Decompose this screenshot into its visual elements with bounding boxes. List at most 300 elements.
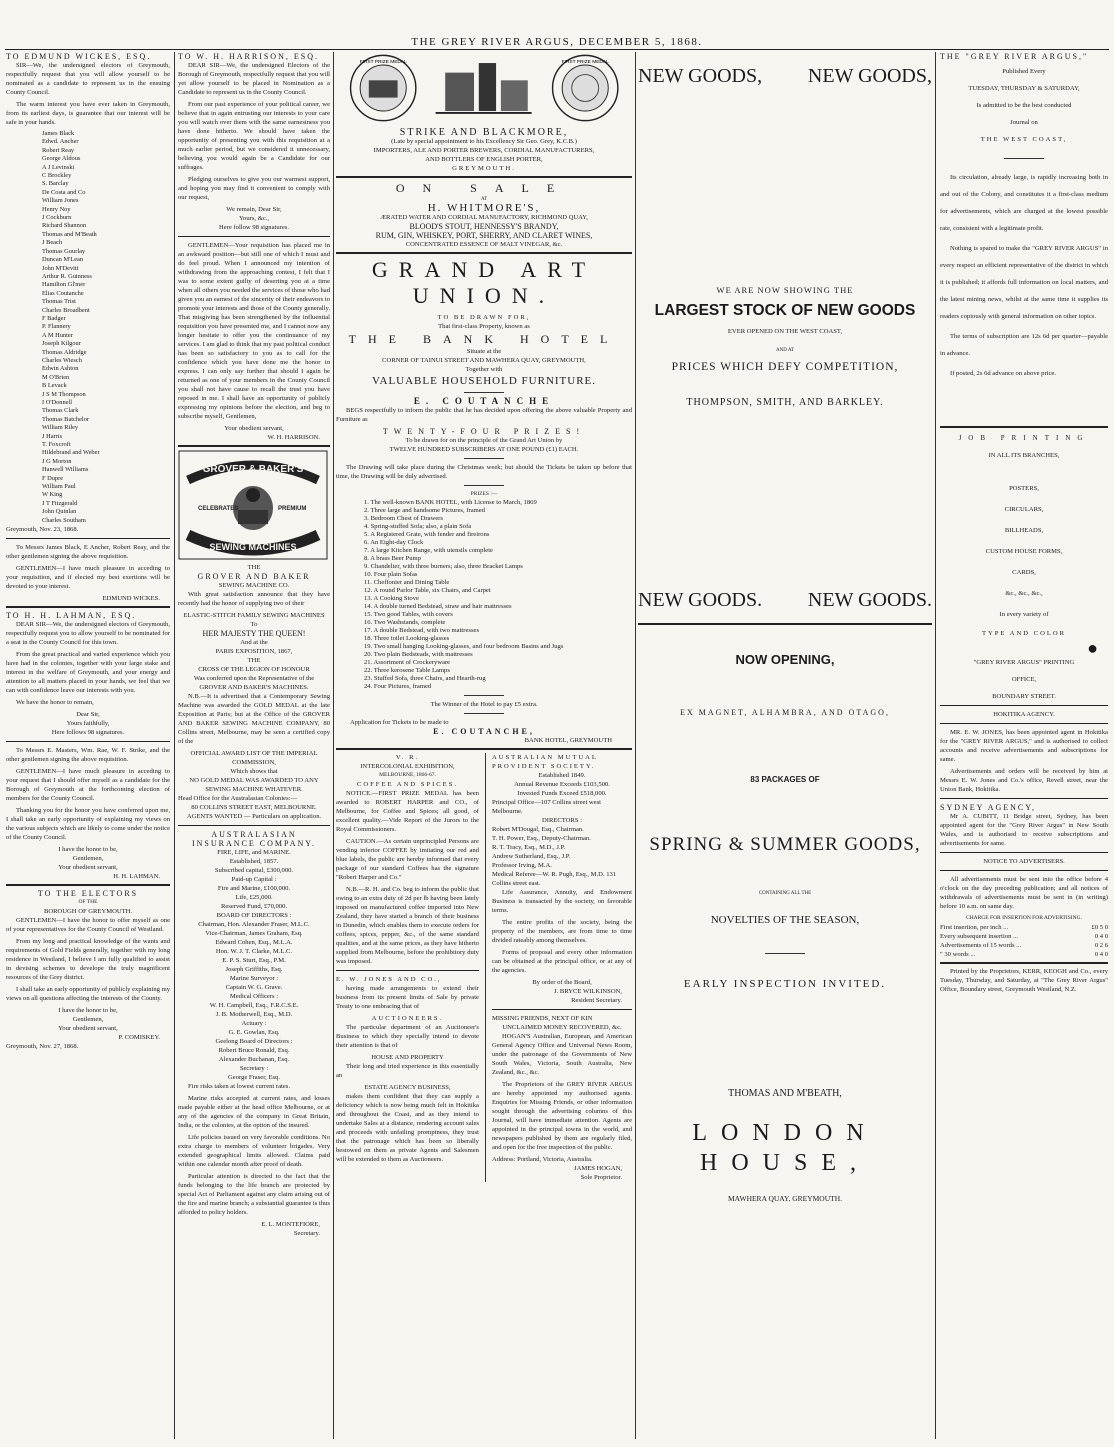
signature-name: Thomas Gourlay	[42, 247, 86, 255]
lahman-close: Dear Sir,	[76, 711, 100, 719]
wickes-date: Greymouth, Nov. 23, 1868.	[6, 526, 79, 534]
amp-line: Invested Funds Exceed £518,000.	[517, 790, 607, 797]
electors-sub: OF THE	[78, 899, 98, 906]
lahman-reply: Thanking you for the honor you have conferred upon me, I shall take an early opportunity of explaining my views on the various subjects which are likely to come under the notice of the County Council.	[6, 807, 170, 842]
aic-paragraph: Fire risks taken at lowest current rates.	[188, 1083, 290, 1090]
notice-paragraph: All advertisements must be sent into the office before 4 o'clock on the day preceding publication; and all notices of withdrawals of advertisements must be sent in (in writing) before 10 a.m. on same day.	[940, 876, 1108, 910]
column-4	[638, 52, 932, 1443]
missing-signature: JAMES HOGAN,	[574, 1165, 622, 1172]
rate-row	[940, 923, 1108, 932]
gau-winner: The Winner of the Hotel to pay £5 extra.	[430, 701, 538, 708]
amp-paragraph: Life Assurance, Annuity, and Endowment Business is transacted by the society, on favorable terms.	[491, 889, 632, 914]
lahman-close: Yours faithfully,	[66, 720, 110, 728]
electors-paragraph: From my long and practical knowledge of the wants and requirements of Gold Fields generally, together with my long residence in Westland, I believe I am fully qualified to assist in devising schemes to develope the truly magnificent resources of the Grey district.	[6, 938, 170, 982]
medal-text: FIRST PRIZE MEDAL	[359, 60, 407, 66]
prize-item: 11. Cheffonier and Dining Table	[364, 579, 450, 586]
lahman-heading: TO H. H. LAHMAN, ESQ.	[6, 611, 137, 621]
ever-opened: EVER OPENED ON THE WEST COAST,	[727, 328, 843, 335]
harper-paragraph: N.B.—R. H. and Co. beg to inform the public that owing to an extra duty of 2d per lb having been lately imposed on manufactured coffee imported into New Zealand, they have started a branch of their business in Dunedin, which enables them to execute orders for coffees, spices, pepper, &c., of the same standard qualities, and at the same prices, as they have hitherto supplied from Melbourne, before the prohibitory duty was imposed.	[336, 886, 479, 965]
amp-line: Principal Office—107 Collins street west Melbourne.	[491, 799, 602, 815]
and-at: AND AT	[776, 348, 794, 353]
aic-line: Chairman, Hon. Alexander Fraser, M.L.C.	[198, 921, 310, 928]
gb-the: THE	[247, 564, 261, 571]
prize-item: 10. Four plain Sofas	[364, 571, 418, 578]
hokitika-heading: HOKITIKA AGENCY.	[993, 711, 1055, 718]
missing-signature-title: Sole Proprietor.	[580, 1174, 622, 1181]
argus-coast: THE WEST COAST,	[980, 136, 1068, 143]
lahman-reply-to: To Messrs E. Masters, Wm. Rae, W. F. Strike, and the other gentlemen signing the above requisition.	[6, 747, 170, 764]
signature-name: De Costa and Co	[42, 188, 86, 196]
rate-label: Advertisements of 15 words ...	[940, 942, 1022, 949]
signature-name: Hildebrand and Weber	[42, 449, 100, 457]
new-goods-right: NEW GOODS.	[807, 589, 932, 611]
gau-signature: E. COUTANCHE,	[433, 727, 535, 736]
aic-line: W. H. Campbell, Esq., F.R.C.S.E.	[209, 1002, 299, 1009]
job-type: TYPE AND COLOR	[981, 630, 1067, 637]
gau-paragraph: To be drawn for on the principle of the Grand Art Union by	[405, 437, 563, 444]
missing-paragraph: HOGAN'S Australian, European, and American General Agency Office and Universal News Room, under the patronage of the Governments of New South Wales, Victoria, South Australia, New Zealand, &c., &c.	[491, 1033, 632, 1076]
aic-line: Robert Bruce Ronald, Esq.	[218, 1047, 290, 1054]
rate-row	[940, 941, 1108, 950]
jones-auctioneers: AUCTIONEERS.	[371, 1015, 444, 1022]
signature-name: John Quinlan	[42, 508, 77, 516]
new-goods-right: NEW GOODS,	[807, 65, 932, 87]
gb-cross: CROSS OF THE LEGION OF HONOUR	[198, 666, 310, 673]
tsb: THOMPSON, SMITH, AND BARKLEY.	[686, 397, 884, 408]
signature-name: Elias Coutanche	[42, 289, 84, 297]
gb-the: THE	[247, 657, 261, 664]
gb-official: OFFICIAL AWARD LIST OF THE IMPERIAL COMMISSION,	[190, 750, 318, 766]
signature-name: William Riley	[42, 424, 79, 432]
aic-line: FIRE, LIFE, and MARINE.	[217, 849, 291, 856]
signature-name: Edwin Ashton	[42, 365, 79, 373]
amp-line: Annual Revenue Exceeds £103,500.	[514, 781, 610, 788]
strike-line: (Late by special appointment to his Excellency Sir Geo. Grey, K.C.B.)	[391, 138, 577, 145]
aic-line: Geelong Board of Directors :	[215, 1038, 293, 1045]
amp-director: R. T. Tracy, Esq., M.D., J.P.	[491, 844, 566, 851]
amp-paragraph: Forms of proposal and every other information can be obtained at the principal office, or at any of the agencies.	[491, 949, 632, 974]
wickes-reply-to: To Messrs James Black, E Ancher, Robert Reay, and the other gentlemen signing the above requisition.	[6, 544, 170, 561]
prize-item: 22. Three kerosene Table Lamps	[364, 667, 450, 674]
prize-item: 9. Chandelier, with three burners; also, three Bracket Lamps	[364, 563, 523, 570]
lahman-paragraph: DEAR SIR—We, the undersigned electors of Greymouth, respectfully request you to allow yourself to be nominated for a seat in the County Council for this town.	[6, 621, 170, 647]
electors-paragraph: GENTLEMEN—I have the honor to offer myself as one of your representatives for the County Council of Westland.	[6, 917, 170, 934]
harper-paragraph: CAUTION.—As certain unprincipled Persons are vending inferior COFFEE by imitating our red and blue labels, the public are hereby informed that every package of our standard Coffees has the signature "Robert Harper and Co."	[336, 838, 479, 881]
new-goods-left: NEW GOODS,	[638, 65, 763, 87]
signature-name: Duncan M'Lean	[42, 256, 84, 264]
prices: PRICES WHICH DEFY COMPETITION,	[671, 361, 899, 373]
prize-item: 7. A large Kitchen Range, with utensils complete	[364, 547, 493, 554]
rate-label: " 30 words ...	[940, 951, 976, 958]
electors-date: Greymouth, Nov. 27, 1868.	[6, 1043, 79, 1051]
new-goods-top	[638, 56, 932, 96]
jones-paragraph: The particular department of an Auctioneer's Business to which they specially intend to devote their attention is that of	[336, 1024, 479, 1049]
thomas-mbeath: THOMAS AND M'BEATH,	[728, 1088, 842, 1099]
prize-medal-right	[542, 52, 628, 124]
strike-heading: STRIKE AND BLACKMORE,	[399, 127, 569, 138]
signature-name: James Black	[42, 130, 75, 137]
aic-line: Life, £25,000.	[235, 894, 273, 901]
gau-line: TO BE DRAWN FOR,	[437, 314, 531, 321]
prize-item: 24. Four Pictures, framed	[364, 683, 432, 690]
signature-name: M O'Brien	[42, 373, 70, 381]
signature-name: John M'Devitt	[42, 264, 79, 272]
harrison-close: We remain, Dear Sir,	[226, 206, 282, 213]
whitmore-line: ÆRATED WATER AND CORDIAL MANUFACTORY, RICHMOND QUAY,	[380, 214, 588, 221]
harrison-close: Your obedient servant,	[224, 425, 284, 432]
signature-name: Edwd. Ancher	[42, 138, 79, 146]
jones-estate: ESTATE AGENCY BUSINESS,	[364, 1084, 451, 1091]
gb-paragraph: With great satisfaction announce that they have recently had the honor of supplying two of their	[178, 591, 330, 607]
prize-item: 23. Stuffed Sofa, three Chairs, and Hearth-rug	[364, 675, 486, 682]
gau-line: CORNER OF TAINUI STREET AND MAWHERA QUAY, GREYMOUTH,	[382, 357, 586, 364]
signature-name: Joseph Kilgour	[42, 340, 81, 348]
rate-row	[940, 932, 1108, 941]
argus-paragraph: If posted, 2s 6d advance on above price.	[950, 370, 1057, 377]
amp-director: Robert M'Dougal, Esq., Chairman.	[491, 826, 584, 833]
whitmore-line: CONCENTRATED ESSENCE OF MALT VINEGAR, &c.	[405, 241, 563, 248]
london-house: LONDON HOUSE,	[692, 1120, 878, 1176]
job-items	[940, 484, 1108, 598]
strike-line: AND BOTTLERS OF ENGLISH PORTER,	[425, 156, 543, 163]
largest-stock: LARGEST STOCK OF NEW GOODS	[654, 302, 916, 319]
amp-signature-title: Resident Secretary.	[571, 997, 622, 1004]
column-rule	[635, 52, 636, 1439]
signature-name: A J Levinski	[42, 163, 75, 171]
aic-line: Secretary :	[239, 1065, 269, 1072]
signature-name: Hamilton Gl'mer	[42, 281, 86, 289]
prize-item: 15. Two good Tables, with covers	[364, 611, 453, 618]
signature-name: J S M Thompson	[42, 390, 86, 398]
signature-name: C Brockley	[42, 172, 72, 180]
strike-line: GREYMOUTH.	[452, 165, 516, 172]
job-item: CARDS,	[1012, 569, 1036, 576]
imprint: Printed by the Proprietors, KERR, KEOGH and Co., every Tuesday, Thursday, and Saturday, at "The Grey River Argus" Office, Boundary street, Greymouth Westland, N.Z.	[940, 968, 1108, 993]
aic-line: Joseph Griffiths, Esq.	[225, 966, 283, 973]
harper-heading: INTERCOLONIAL EXHIBITION,	[360, 763, 455, 770]
lahman-close: Your obedient servant,	[58, 864, 118, 872]
whitmore-line: BLOOD'S STOUT, HENNESSY'S BRANDY,	[409, 222, 559, 231]
signature-name: William Paul	[42, 483, 76, 491]
lahman-signature: H. H. LAHMAN.	[113, 873, 160, 881]
electors-signature: P. COMISKEY.	[118, 1034, 160, 1042]
wickes-signature: EDMUND WICKES.	[102, 595, 160, 603]
column-1	[6, 52, 170, 1443]
gb-queen: HER MAJESTY THE QUEEN!	[202, 629, 306, 638]
electors-heading: TO THE ELECTORS	[37, 889, 139, 899]
prize-item: 17. A double Bedstead, with two mattresses	[364, 627, 480, 634]
rate-value: 0 4 0	[1094, 951, 1108, 958]
signature-name: Charles Wiesch	[42, 356, 82, 364]
signature-name: J Beach	[42, 239, 63, 247]
gau-paragraph: BEGS respectfully to inform the public that he has decided upon offering the above valuable Property and Furniture as	[336, 407, 632, 423]
lahman-reply: GENTLEMEN—I have much pleasure in acceding to your request that I should offer myself as a candidate for the Borough of Greymouth at the forthcoming election of members for the County Council.	[6, 768, 170, 803]
gb-paris: PARIS EXPOSITION, 1867,	[215, 648, 293, 655]
rate-value: 0 2 6	[1094, 942, 1108, 949]
gau-line: Together with	[465, 366, 503, 373]
harrison-close: Here follow 98 signatures.	[219, 224, 289, 231]
prize-item: 18. Three toilet Looking-glasses	[364, 635, 450, 642]
charge-heading: CHARGE FOR INSERTION FOR ADVERTISING.	[966, 915, 1082, 921]
mawhera: MAWHERA QUAY, GREYMOUTH.	[728, 1194, 842, 1203]
aic-line: Marine Surveyor :	[229, 975, 279, 982]
aic-line: Captain W. G. Grave.	[225, 984, 283, 991]
signature-name: Thomas Clark	[42, 407, 79, 415]
gb-agents: AGENTS WANTED — Particulars on application.	[186, 813, 322, 820]
grover-baker-logo	[178, 450, 328, 560]
gau-hotel: THE BANK HOTEL	[348, 332, 620, 346]
signature-name: W King	[42, 491, 63, 499]
harrison-signature: W. H. HARRISON.	[267, 434, 320, 441]
column-rule	[333, 52, 334, 1439]
amp-paragraph: The entire profits of the society, being the property of the members, are from time to time divided rateably among themselves.	[491, 919, 632, 944]
job-heading: JOB PRINTING	[958, 434, 1090, 442]
prize-list	[336, 499, 632, 691]
masthead-rule	[5, 49, 1109, 50]
wickes-signatures	[6, 130, 170, 525]
aic-line: BOARD OF DIRECTORS :	[216, 912, 292, 919]
harrison-heading: TO W. H. HARRISON, ESQ.	[178, 52, 319, 61]
hokitika-paragraph: MR. E. W. JONES, has been appointed agent in Hokitika for the "GREY RIVER ARGUS," and is authorised to collect accounts and receive advertisements and subscriptions for same.	[940, 729, 1108, 763]
amp-director: T. H. Power, Esq., Deputy-Chairman.	[491, 835, 591, 842]
harper-sub: MELBOURNE, 1866-67.	[379, 772, 436, 778]
amp-paragraph: By order of the Board,	[532, 979, 592, 986]
aic-signature: E. L. MONTEFIORE,	[261, 1221, 320, 1228]
prize-item: 13. A Cooking Stove	[364, 595, 419, 602]
prize-item: 2. Three large and handsome Pictures, framed	[364, 507, 485, 514]
signature-name: Charles Broadbent	[42, 306, 90, 314]
column-3	[336, 52, 632, 1443]
now-opening: NOW OPENING,	[735, 652, 835, 667]
gau-furniture: VALUABLE HOUSEHOLD FURNITURE.	[371, 375, 597, 387]
amp-medical: Medical Referee—W. R. Pugh, Esq., M.D. 131 Collins street east.	[491, 871, 617, 887]
argus-published: Published Every	[1002, 68, 1046, 75]
prize-item: 21. Assortment of Crockeryware	[364, 659, 451, 666]
signature-name: William Jones	[42, 197, 79, 205]
aic-secretary: Secretary.	[293, 1230, 320, 1237]
column-rule	[174, 52, 175, 1439]
electors-sub: BOROUGH OF GREYMOUTH.	[43, 908, 133, 916]
prizes-title: PRIZES :—	[470, 491, 498, 497]
job-item: BILLHEADS,	[1004, 527, 1044, 534]
gau-heading: GRAND ART UNION.	[371, 257, 597, 308]
rates-table	[940, 923, 1108, 959]
wickes-paragraph: The warm interest you have ever taken in Greymouth, from its earliest days, is guarantee that our interest will be safe in your hands.	[6, 101, 170, 126]
medal-text: FIRST PRIZE MEDAL	[561, 60, 609, 66]
gb-no-gold: NO GOLD MEDAL WAS AWARDED TO ANY SEWING MACHINE WHATEVER.	[189, 777, 319, 793]
sydney-paragraph: Mr A. CUBITT, 11 Bridge street, Sydney, has been appointed agent for the "Grey River Argus" in New South Wales, and is authorised to receive subscriptions and advertisements for same.	[940, 813, 1108, 847]
electors-close: I have the honor to be,	[58, 1007, 118, 1015]
signature-name: T. Foxcroft	[42, 441, 71, 449]
gb-conferred: Was conferred upon the Representative of the	[193, 675, 315, 682]
harper-vr: V. R.	[395, 754, 420, 761]
amp-heading: AUSTRALIAN MUTUAL PROVIDENT SOCIETY.	[491, 754, 598, 770]
brewery-engraving	[426, 52, 541, 124]
prize-item: 12. A round Parlor Table, six Chairs, and Carpet	[364, 587, 491, 594]
rate-value: £0 5 0	[1091, 924, 1108, 931]
aic-line: Edward Cohen, Esq., M.L.A.	[215, 939, 293, 946]
prize-item: 6. An Eight-day Clock	[364, 539, 424, 546]
gb-paris: And at the	[240, 639, 268, 646]
rate-label: Every subsequent insertion ...	[940, 933, 1019, 940]
harrison-reply: GENTLEMEN—Your requisition has placed me in an awkward position—but still one of which I must and do feel proud. When I announced my intention of withdrawing from the approaching contest, I felt that I was to some extent guilty of deserting you at a time when all others you needed the services of those who had given you an earnest of the sincerity of their endeavors to promote your interests and those of the County generally. That misgiving has been strengthened by the influential requisition you have presented me, and I cannot now any longer hesitate to offer you the continuance of my services. I am glad to think that my past political conduct has been so satisfactory to you as to call for the confidence which you have done me the honor to express. I can only say further that should I again be returned as one of your members in the County Council you shall not have cause to recall the trust you have reposed in me. I shall have an opportunity of publicly expressing my opinions before the election, and beg to subscribe myself, Gentlemen,	[178, 242, 330, 420]
whitmore-line: RUM, GIN, WHISKEY, PORT, SHERRY, AND CLARET WINES,	[375, 231, 593, 240]
gb-nb: N.B.—It is advertised that a Contemporary Sewing Machine was awarded the GOLD MEDAL at the late Exposition at Paris; but at the Office of the GROVER AND BAKER SEWING MACHINE COMPANY, 80 Collins street, Melbourne, may be seen a certified copy of the	[178, 693, 330, 745]
rate-row	[940, 950, 1108, 959]
amp-directors-title: DIRECTORS :	[541, 817, 582, 824]
aic-line: Alexander Buchanan, Esq.	[218, 1056, 290, 1063]
signature-name: Robert Reay	[42, 146, 75, 154]
harrison-paragraph: From our past experience of your political career, we believe that in again entrusting our interests to your care you will watch over them with the same earnestness you have done hitherto. We should have taken the opportunity of presenting you with this requisition at a much earlier period, but we considered it unnecessary, believing you would again be a Candidate for our suffrages.	[178, 101, 330, 171]
masthead: THE GREY RIVER ARGUS, DECEMBER 5, 1868.	[411, 36, 703, 48]
signature-name: I O'Donnell	[42, 399, 73, 406]
gau-prizes: TWENTY-FOUR PRIZES!	[382, 427, 586, 436]
argus-journal: Journal on	[1010, 119, 1038, 126]
rate-label: First insertion, per inch ...	[940, 924, 1009, 931]
signature-name: Hanwell Williams	[42, 466, 89, 474]
early-inspection: EARLY INSPECTION INVITED.	[683, 978, 887, 990]
signature-name: S. Barclay	[42, 180, 69, 188]
rate-value: 0 4 0	[1094, 933, 1108, 940]
containing: CONTAINING ALL THE	[758, 891, 812, 896]
gb-to: To	[250, 621, 258, 628]
job-item: &c., &c., &c.,	[1005, 590, 1043, 597]
missing-heading: MISSING FRIENDS, NEXT OF KIN	[491, 1015, 593, 1022]
job-branches: IN ALL ITS BRANCHES,	[988, 452, 1060, 459]
argus-paragraph: Its circulation, already large, is rapidly increasing both in and out of the Colony, and constitutes it a first-class medium for advertisements, which are charged at the lowest possible rate, consistent with a legitimate profit.	[940, 174, 1108, 232]
ink-blot: ●	[1087, 638, 1098, 658]
amp-directors	[492, 825, 632, 870]
signature-name: J G Morton	[42, 457, 72, 465]
aic-line: Medical Officers :	[229, 993, 279, 1000]
showing: WE ARE NOW SHOWING THE	[716, 285, 854, 295]
signature-name: P. Flannery	[42, 323, 71, 331]
medals-row	[336, 52, 632, 124]
aic-line: J. B. Motherwell, Esq., M.D.	[215, 1011, 293, 1018]
amp-line: Established 1849.	[538, 772, 586, 779]
signature-name: Charles Southam	[42, 516, 86, 524]
harper-coffee: COFFEE AND SPICES.	[356, 781, 459, 788]
jones-paragraph: Their long and tried experience in this essentially an	[336, 1063, 479, 1079]
aic-line: Actuary :	[241, 1020, 267, 1027]
office-line: BOUNDARY STREET.	[992, 693, 1056, 700]
prize-item: 20. Two plain Bedsteads, with mattresses	[364, 651, 473, 658]
signature-name: J Cockburn	[42, 214, 72, 222]
prize-item: 4. Spring-stuffed Sofa; also, a plain Sofa	[364, 523, 472, 530]
ships: EX MAGNET, ALHAMBRA, AND OTAGO,	[680, 708, 890, 717]
gau-paragraph: The Drawing will take place during the Christmas week; but should the Tickets be taken up before that time, the Drawing will be duly advertised.	[336, 464, 632, 480]
signature-name: Thomas Trist	[42, 298, 76, 306]
prize-item: 5. A Registered Grate, with fender and fireirons	[364, 531, 490, 538]
office-line: OFFICE,	[1011, 676, 1037, 683]
new-goods-left: NEW GOODS.	[638, 589, 763, 611]
wickes-heading: TO EDMUND WICKES, ESQ.	[6, 52, 152, 61]
gb-name: GROVER AND BAKER	[197, 572, 311, 581]
prize-medal-left	[340, 52, 426, 124]
signature-name: A M Hunter	[42, 331, 73, 339]
gb-logo-right: PREMIUM	[278, 506, 307, 512]
jones-house: HOUSE AND PROPERTY	[371, 1054, 444, 1061]
electors-close: Gentlemen,	[72, 1016, 104, 1024]
signature-name: Henry Noy	[42, 205, 71, 213]
gb-logo-top: GROVER & BAKER'S	[202, 464, 304, 475]
prize-item: 3. Bedroom Chest of Drawers	[364, 515, 443, 522]
prize-item: 1. The well-known BANK HOTEL, with License to March, 1869	[364, 499, 537, 506]
packages: 83 PACKAGES OF	[750, 775, 820, 784]
missing-sub: UNCLAIMED MONEY RECOVERED, &c.	[502, 1024, 622, 1031]
signature-name: B Levack	[42, 382, 67, 390]
sydney-heading: SYDNEY AGENCY,	[940, 803, 1037, 812]
argus-days: TUESDAY, THURSDAY & SATURDAY,	[968, 85, 1080, 92]
gau-line: Situate at the	[466, 348, 502, 355]
signature-name: F Dupre	[42, 474, 64, 482]
argus-paragraph: The terms of subscription are 12s 6d per quarter—payable in advance.	[940, 333, 1108, 357]
gb-head: Head Office for the Australasian Colonies:—	[178, 795, 298, 802]
column-2	[178, 52, 330, 1443]
signature-name: F Badger	[42, 314, 66, 322]
hokitika-paragraph: Advertisements and orders will be received by him at Messrs E. W. Jones and Co.'s office, Revell street, near the Union Bank, Hokitika.	[940, 768, 1108, 793]
argus-admitted: Is admitted to be the best conducted	[976, 102, 1072, 109]
amp-director: Andrew Sutherland, Esq., J.P.	[491, 853, 571, 860]
gb-family: ELASTIC-STITCH FAMILY SEWING MACHINES	[183, 612, 325, 619]
gau-apply: Application for Tickets to be made to	[350, 719, 449, 726]
signature-name: Arthur R. Guinness	[42, 272, 92, 280]
onsale-heading: ON SALE	[395, 181, 573, 195]
signature-name: Thomas and M'Beath	[42, 230, 97, 238]
aic-line: Established, 1857.	[229, 858, 279, 865]
prize-item: 16. Two Washstands, complete	[364, 619, 446, 626]
electors-close: Your obedient servant,	[58, 1025, 118, 1033]
lahman-paragraph: From the great practical and varied experience which you have had in the colonies, together with your large stake and interest in the welfare of Greymouth, and your energy and attention to all matters placed in your hands, we feel that we can with confidence leave our interests with you.	[6, 651, 170, 695]
gb-logo-bottom: SEWING MACHINES	[209, 542, 297, 552]
aic-line: Hon. W. J. T. Clarke, M.L.C.	[215, 948, 293, 955]
gau-line: That first-class Property, known as	[438, 323, 530, 330]
gb-name-sub: SEWING MACHINE CO.	[218, 582, 290, 589]
argus-heading: THE "GREY RIVER ARGUS,"	[940, 52, 1089, 61]
wickes-paragraph: SIR—We, the undersigned electors of Greymouth, respectfully request that you will allow yourself to be nominated as a candidate to represent us in the ensuing County Council.	[6, 62, 170, 96]
missing-address: Address: Portland, Victoria, Australia.	[491, 1156, 593, 1163]
aic-line: Vice-Chairman, James Graham, Esq.	[205, 930, 303, 937]
office-line: "GREY RIVER ARGUS" PRINTING	[973, 659, 1075, 666]
column-5	[940, 52, 1108, 1443]
jones-paragraph: makes them confident that they can supply a deficiency which is now being much felt in Hokitika and throughout the Coast, and as they intend to undertake Sales at a distance, rendering account sales and proceeds with unfailing promptness, they trust that the patronage which has been so liberally bestowed on them as private Agents and Salesmen will be extended to them as Auctioneers.	[336, 1093, 479, 1163]
aic-line: Reserved Fund, £70,000.	[220, 903, 288, 910]
aic-line: George Fraser, Esq.	[228, 1074, 280, 1081]
harrison-paragraph: Pledging ourselves to give you our warmest support, and hoping you may find it convenient to comply with our request,	[178, 176, 330, 201]
electors-paragraph: I shall take an early opportunity of publicly explaining my views on all questions affecting the interests of the County.	[6, 986, 170, 1003]
lahman-paragraph: We have the honor to remain,	[16, 699, 94, 707]
signature-name: Richard Shannon	[42, 222, 87, 230]
jones-paragraph: having made arrangements to extend their business from its present limits of Sale by private Treaty to one embracing that of	[336, 985, 479, 1010]
job-item: CIRCULARS,	[1004, 506, 1044, 513]
aic-heading: AUSTRALASIAN INSURANCE COMPANY.	[191, 830, 317, 848]
aic-line: Fire and Marine, £100,000.	[217, 885, 291, 892]
gau-signature-address: BANK HOTEL, GREYMOUTH	[524, 737, 612, 744]
bottom-ads	[336, 753, 632, 1182]
new-goods-mid	[638, 587, 932, 613]
aic-line: G. E. Gowlan, Esq.	[228, 1029, 280, 1036]
notice-heading: NOTICE TO ADVERTISERS.	[983, 858, 1065, 865]
prize-item: 8. A brass Beer Pump	[364, 555, 421, 562]
job-item: POSTERS,	[1009, 485, 1039, 492]
harper-paragraph: NOTICE.—FIRST PRIZE MEDAL has been awarded to ROBERT HARPER and CO., of Melbourne, for Coffee and Spices; all good, of excellent quality.—Vide Report of the Jurors to the Royal Commissioners.	[336, 790, 479, 833]
signature-name: J Harris	[42, 432, 63, 440]
missing-paragraph: The Proprietors of the GREY RIVER ARGUS are hereby appointed my authorised agents. Enquiries for Missing Friends, or other information sought through the advertising columns of this Journal, will have immediate attention. Agents are appointed in the principal towns in the world, and newspapers published by them are regularly filed, and open for the free inspection of the public.	[491, 1081, 632, 1151]
harrison-paragraph: DEAR SIR—We, the undersigned Electors of the Borough of Greymouth, respectfully request that you will yet allow yourself to be placed in Nomination as a Candidate to represent us in the County Council.	[178, 62, 330, 96]
amp-director: Professor Irving, M.A.	[491, 862, 552, 869]
jones-heading: E. W. JONES AND CO.,	[336, 976, 442, 983]
onsale-at: AT	[480, 197, 488, 202]
